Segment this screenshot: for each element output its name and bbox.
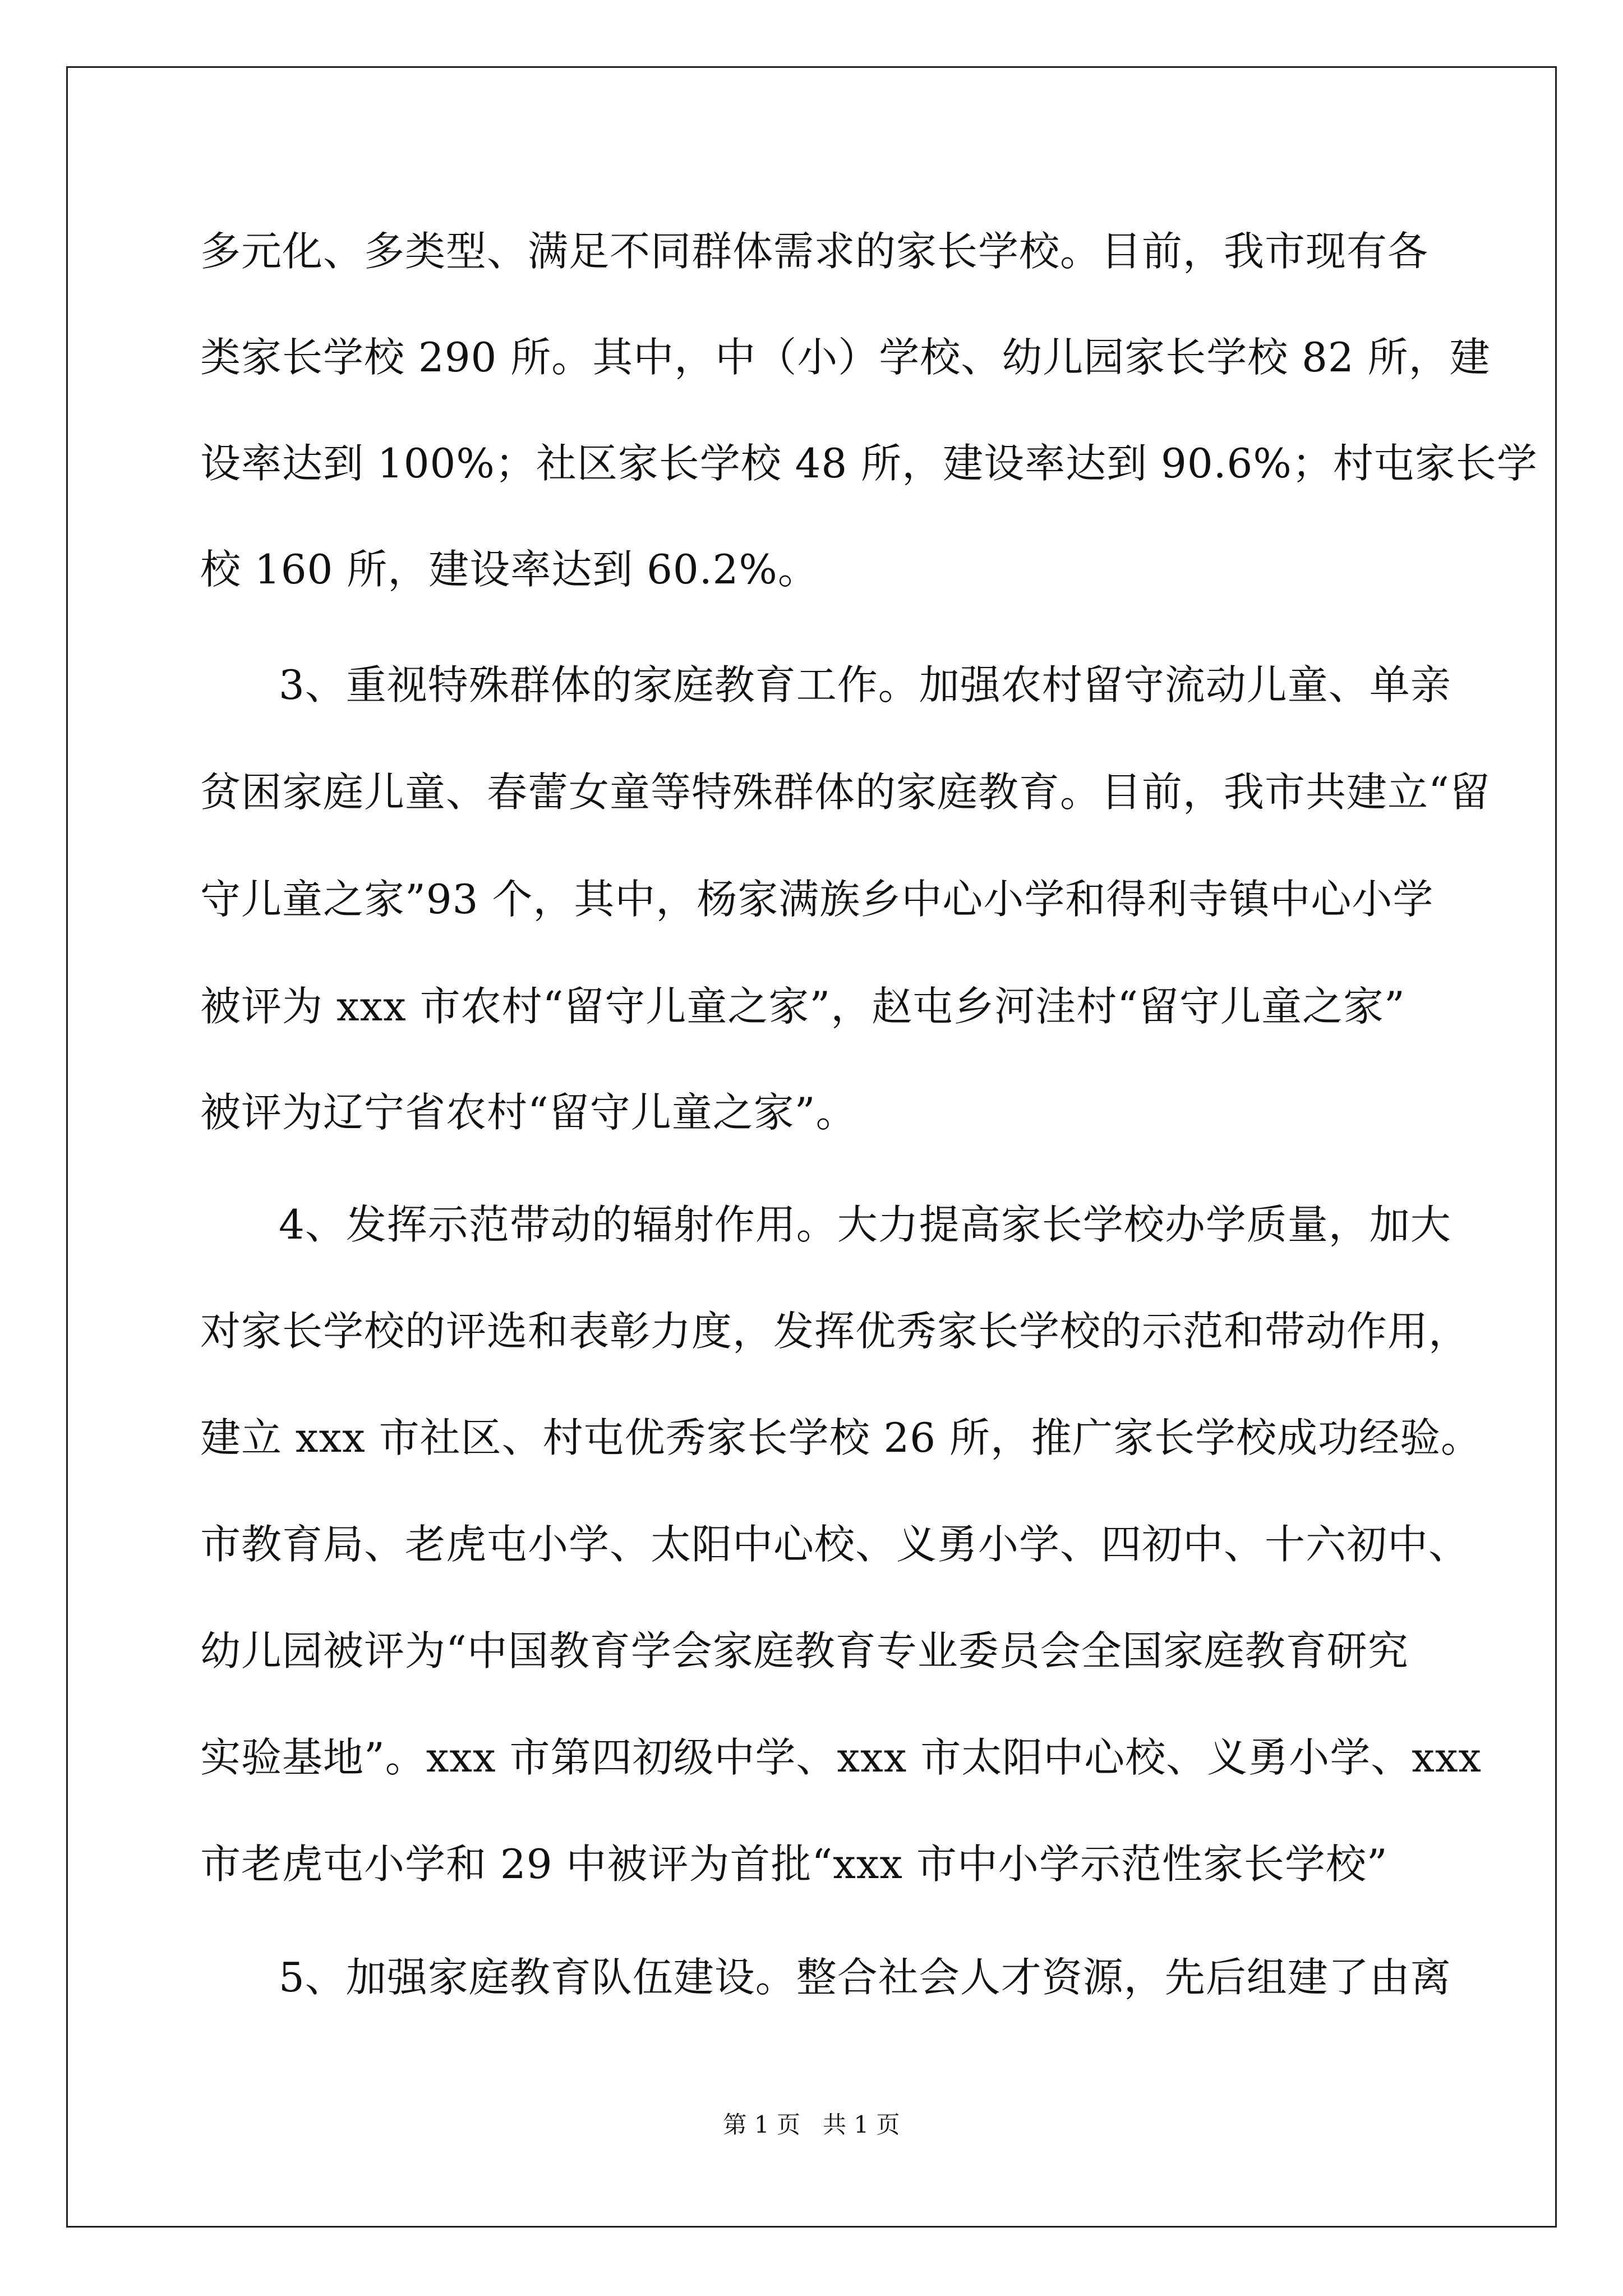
paragraph-start: 4、发挥示范带动的辐射作用。大力提高家长学校办学质量，加大: [279, 1201, 1451, 1248]
paragraph-start: 3、重视特殊群体的家庭教育工作。加强农村留守流动儿童、单亲: [279, 661, 1451, 708]
text-line: 被评为辽宁省农村“留守儿童之家”。: [200, 1089, 857, 1136]
text-line: 类家长学校 290 所。其中，中（小）学校、幼儿园家长学校 82 所，建: [200, 334, 1491, 381]
text-line: 校 160 所，建设率达到 60.2%。: [200, 546, 819, 593]
text-line: 被评为 xxx 市农村“留守儿童之家”，赵屯乡河洼村“留守儿童之家”: [200, 983, 1405, 1030]
text-line: 设率达到 100%；社区家长学校 48 所，建设率达到 90.6%；村屯家长学: [200, 440, 1538, 487]
text-line: 建立 xxx 市社区、村屯优秀家长学校 26 所，推广家长学校成功经验。: [200, 1414, 1482, 1461]
text-line: 对家长学校的评选和表彰力度，发挥优秀家长学校的示范和带动作用，: [200, 1308, 1470, 1355]
text-line: 守儿童之家”93 个，其中，杨家满族乡中心小学和得利寺镇中心小学: [200, 876, 1434, 923]
paragraph-start: 5、加强家庭教育队伍建设。整合社会人才资源，先后组建了由离: [279, 1954, 1451, 2001]
page-footer: 第 1 页 共 1 页: [723, 2111, 900, 2138]
text-line: 贫困家庭儿童、春蕾女童等特殊群体的家庭教育。目前，我市共建立“留: [200, 769, 1491, 816]
text-line: 实验基地”。xxx 市第四初级中学、xxx 市太阳中心校、义勇小学、xxx: [200, 1734, 1482, 1781]
page-border: [66, 66, 1557, 2228]
text-line: 幼儿园被评为“中国教育学会家庭教育专业委员会全国家庭教育研究: [200, 1627, 1409, 1674]
text-line: 市教育局、老虎屯小学、太阳中心校、义勇小学、四初中、十六初中、: [200, 1521, 1470, 1568]
text-line: 市老虎屯小学和 29 中被评为首批“xxx 市中小学示范性家长学校”: [200, 1841, 1388, 1888]
text-line: 多元化、多类型、满足不同群体需求的家长学校。目前，我市现有各: [200, 228, 1429, 275]
